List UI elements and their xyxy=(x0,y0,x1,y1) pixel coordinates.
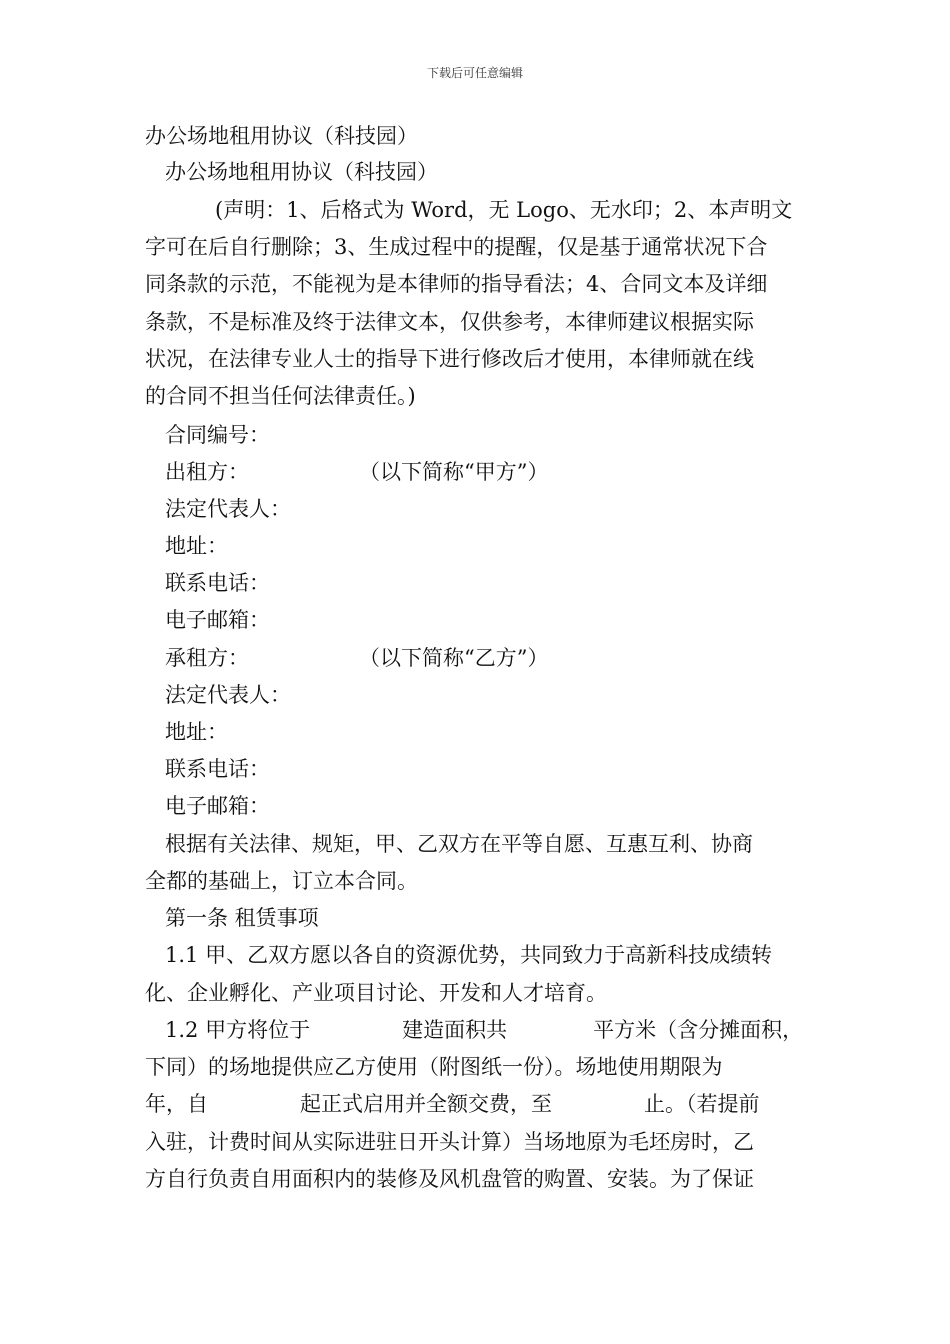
lessee-alias: （以下简称“乙方”） xyxy=(359,646,549,670)
clause-1-1-line: 1.1 甲、乙双方愿以各自的资源优势，共同致力于高新科技成绩转 xyxy=(165,943,773,967)
contract-number-label: 合同编号： xyxy=(165,423,270,447)
clause-1-2-years-label: 年，自 xyxy=(145,1092,208,1116)
clause-1-2-line: 入驻，计费时间从实际进驻日开头计算）当场地原为毛坯房时，乙 xyxy=(145,1130,754,1154)
article-1-title: 第一条 租赁事项 xyxy=(165,906,319,930)
statement-line: 同条款的示范，不能视为是本律师的指导看法；4、合同文本及详细 xyxy=(145,272,768,296)
lessee-email-label: 电子邮箱： xyxy=(165,794,270,818)
lessee-representative-label: 法定代表人： xyxy=(165,683,291,707)
statement-line: 条款，不是标准及终于法律文本，仅供参考，本律师建议根据实际 xyxy=(145,310,754,334)
clause-1-2-line xyxy=(165,1016,803,1044)
statement-line: (声明：1、后格式为 Word，无 Logo、无水印；2、本声明文 xyxy=(215,198,793,222)
clause-1-2-area-label: 建造面积共 xyxy=(402,1018,508,1042)
doc-subtitle: 办公场地租用协议（科技园） xyxy=(165,160,438,184)
clause-1-2-line: 下同）的场地提供应乙方使用（附图纸一份）。场地使用期限为 xyxy=(145,1055,723,1079)
clause-1-1-line: 化、企业孵化、产业项目讨论、开发和人才培育。 xyxy=(145,981,607,1005)
lessor-representative-label: 法定代表人： xyxy=(165,497,291,521)
page-header: 下载后可任意编辑 xyxy=(426,66,523,80)
preamble-line: 全都的基础上，订立本合同。 xyxy=(145,869,418,893)
lessor-line xyxy=(165,458,548,486)
clause-1-2-location-label: 1.2 甲方将位于 xyxy=(165,1018,311,1042)
lessee-line xyxy=(165,644,548,672)
clause-1-2-start-label: 起正式启用并全额交费，至 xyxy=(300,1092,552,1116)
clause-1-2-line: 方自行负责自用面积内的装修及风机盘管的购置、安装。为了保证 xyxy=(145,1167,754,1191)
preamble-line: 根据有关法律、规矩，甲、乙双方在平等自愿、互惠互利、协商 xyxy=(165,832,753,856)
clause-1-2-sqm-label: 平方米（含分摊面积， xyxy=(593,1018,804,1042)
statement-line: 的合同不担当任何法律责任。) xyxy=(145,384,416,408)
clause-1-2-end-label: 止。（若提前 xyxy=(644,1092,760,1116)
lessor-email-label: 电子邮箱： xyxy=(165,608,270,632)
doc-title: 办公场地租用协议（科技园） xyxy=(145,124,418,148)
lessor-alias: （以下简称“甲方”） xyxy=(359,460,549,484)
lessee-phone-label: 联系电话： xyxy=(165,757,270,781)
lessee-address-label: 地址： xyxy=(165,720,228,744)
lessor-phone-label: 联系电话： xyxy=(165,571,270,595)
statement-line: 字可在后自行删除；3、生成过程中的提醒，仅是基于通常状况下合 xyxy=(145,235,768,259)
clause-1-2-line xyxy=(145,1090,760,1118)
lessor-address-label: 地址： xyxy=(165,534,228,558)
statement-line: 状况，在法律专业人士的指导下进行修改后才使用，本律师就在线 xyxy=(145,347,754,371)
lessor-label: 出租方： xyxy=(165,460,249,484)
lessee-label: 承租方： xyxy=(165,646,249,670)
